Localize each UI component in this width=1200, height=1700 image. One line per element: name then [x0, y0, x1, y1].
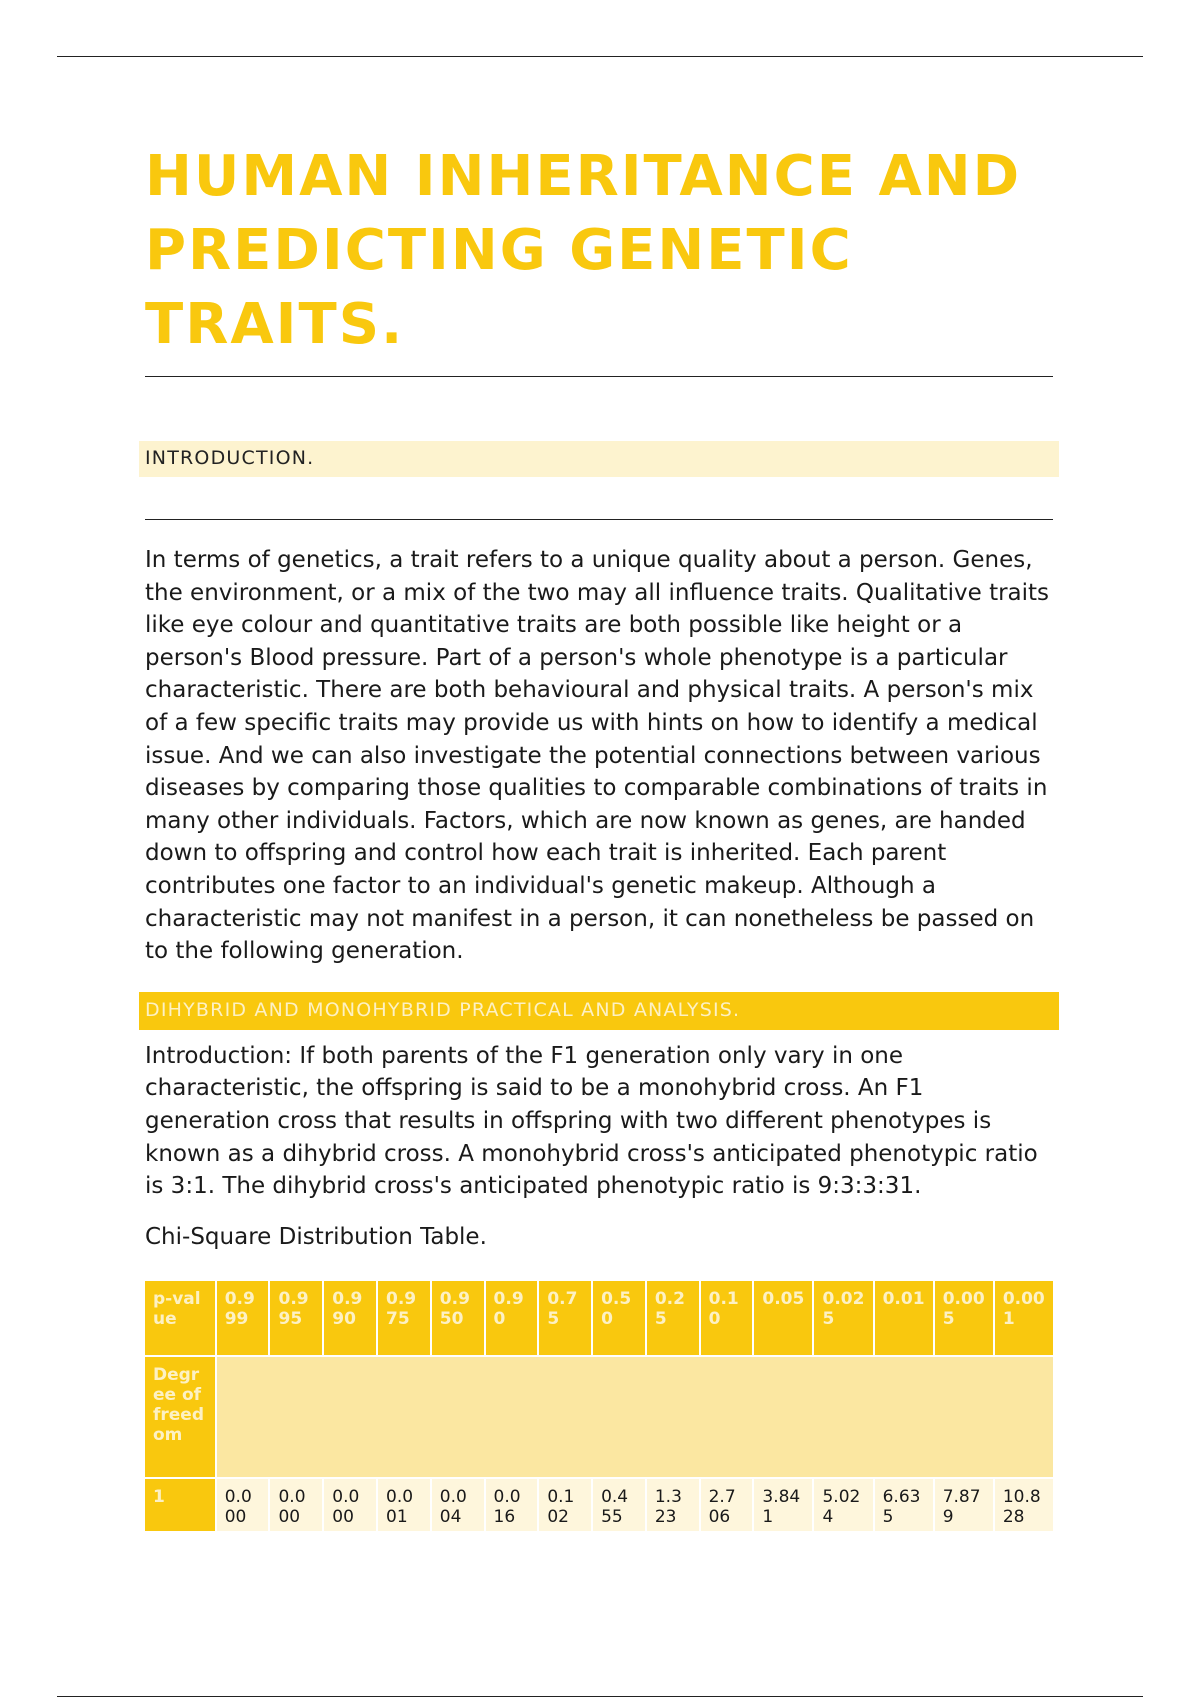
section-heading-introduction: INTRODUCTION.: [139, 441, 1059, 477]
section-divider: [145, 519, 1053, 520]
title-divider: [145, 376, 1053, 377]
header-pvalue: 0.995: [270, 1281, 322, 1355]
table-cell: 1.323: [647, 1479, 699, 1531]
table-cell: 0.001: [378, 1479, 430, 1531]
degree-of-freedom-row: [145, 1357, 1053, 1477]
table-cell: 0.000: [270, 1479, 322, 1531]
table-cell: 0.016: [486, 1479, 538, 1531]
header-pvalue: 0.10: [701, 1281, 753, 1355]
chi-square-table: [143, 1279, 1055, 1533]
section-heading-practical: DIHYBRID AND MONOHYBRID PRACTICAL AND ANALYSIS.: [139, 992, 1059, 1030]
header-pvalue: 0.999: [217, 1281, 269, 1355]
page-top-rule: [57, 56, 1143, 57]
table-cell: 0.000: [324, 1479, 376, 1531]
table-row: [145, 1479, 1053, 1531]
document-body: [145, 140, 1053, 1533]
table-cell: 0.000: [217, 1479, 269, 1531]
table-cell: 0.102: [539, 1479, 591, 1531]
table-cell: 3.841: [754, 1479, 812, 1531]
degree-of-freedom-fill: [217, 1357, 1053, 1477]
table-cell: 10.828: [995, 1479, 1053, 1531]
header-pvalue: 0.001: [995, 1281, 1053, 1355]
header-pvalue: 0.90: [486, 1281, 538, 1355]
table-cell: 0.004: [432, 1479, 484, 1531]
table-header-row: [145, 1281, 1053, 1355]
header-pvalue-label: p-value: [145, 1281, 215, 1355]
header-pvalue: 0.75: [539, 1281, 591, 1355]
table-cell: 0.455: [593, 1479, 645, 1531]
header-pvalue: 0.50: [593, 1281, 645, 1355]
table-cell: 6.635: [875, 1479, 933, 1531]
degree-of-freedom-label: Degree of freedom: [145, 1357, 215, 1477]
header-pvalue: 0.25: [647, 1281, 699, 1355]
practical-paragraph: Introduction: If both parents of the F1 generation only vary in one characteristic, the offspring is said to be a monohybrid cross. An F1 generation cross that results in offspring with two different phenotypes is known as a dihybrid cross. A monohybrid cross's anticipated phenotypic ratio is 3:1. The dihybrid cross's anticipated phenotypic ratio is 9:3:3:31.: [145, 1042, 1038, 1200]
document-title: HUMAN INHERITANCE AND PREDICTING GENETIC TRAITS.: [145, 144, 1022, 357]
page-bottom-rule: [57, 1696, 1143, 1697]
table-cell: 7.879: [935, 1479, 993, 1531]
row-df-label: 1: [145, 1479, 215, 1531]
header-pvalue: 0.990: [324, 1281, 376, 1355]
header-pvalue: 0.01: [875, 1281, 933, 1355]
header-pvalue: 0.975: [378, 1281, 430, 1355]
header-pvalue: 0.05: [754, 1281, 812, 1355]
table-cell: 2.706: [701, 1479, 753, 1531]
introduction-paragraph: In terms of genetics, a trait refers to a unique quality about a person. Genes, the environment, or a mix of the two may all influence traits. Qualitative traits like eye colour and quantitative traits are both possible like height or a person's Blood pressure. Part of a person's whole phenotype is a particular characteristic. There are both behavioural and physical traits. A person's mix of a few specific traits may provide us with hints on how to identify a medical issue. And we can also investigate the potential connections between various diseases by comparing those qualities to comparable combinations of traits in many other individuals. Factors, which are now known as genes, are handed down to offspring and control how each trait is inherited. Each parent contributes one factor to an individual's genetic makeup. Although a characteristic may not manifest in a person, it can nonetheless be passed on to the following generation.: [145, 547, 1050, 965]
table-caption: Chi-Square Distribution Table.: [145, 1223, 487, 1250]
header-pvalue: 0.005: [935, 1281, 993, 1355]
header-pvalue: 0.025: [814, 1281, 872, 1355]
header-pvalue: 0.950: [432, 1281, 484, 1355]
table-cell: 5.024: [814, 1479, 872, 1531]
